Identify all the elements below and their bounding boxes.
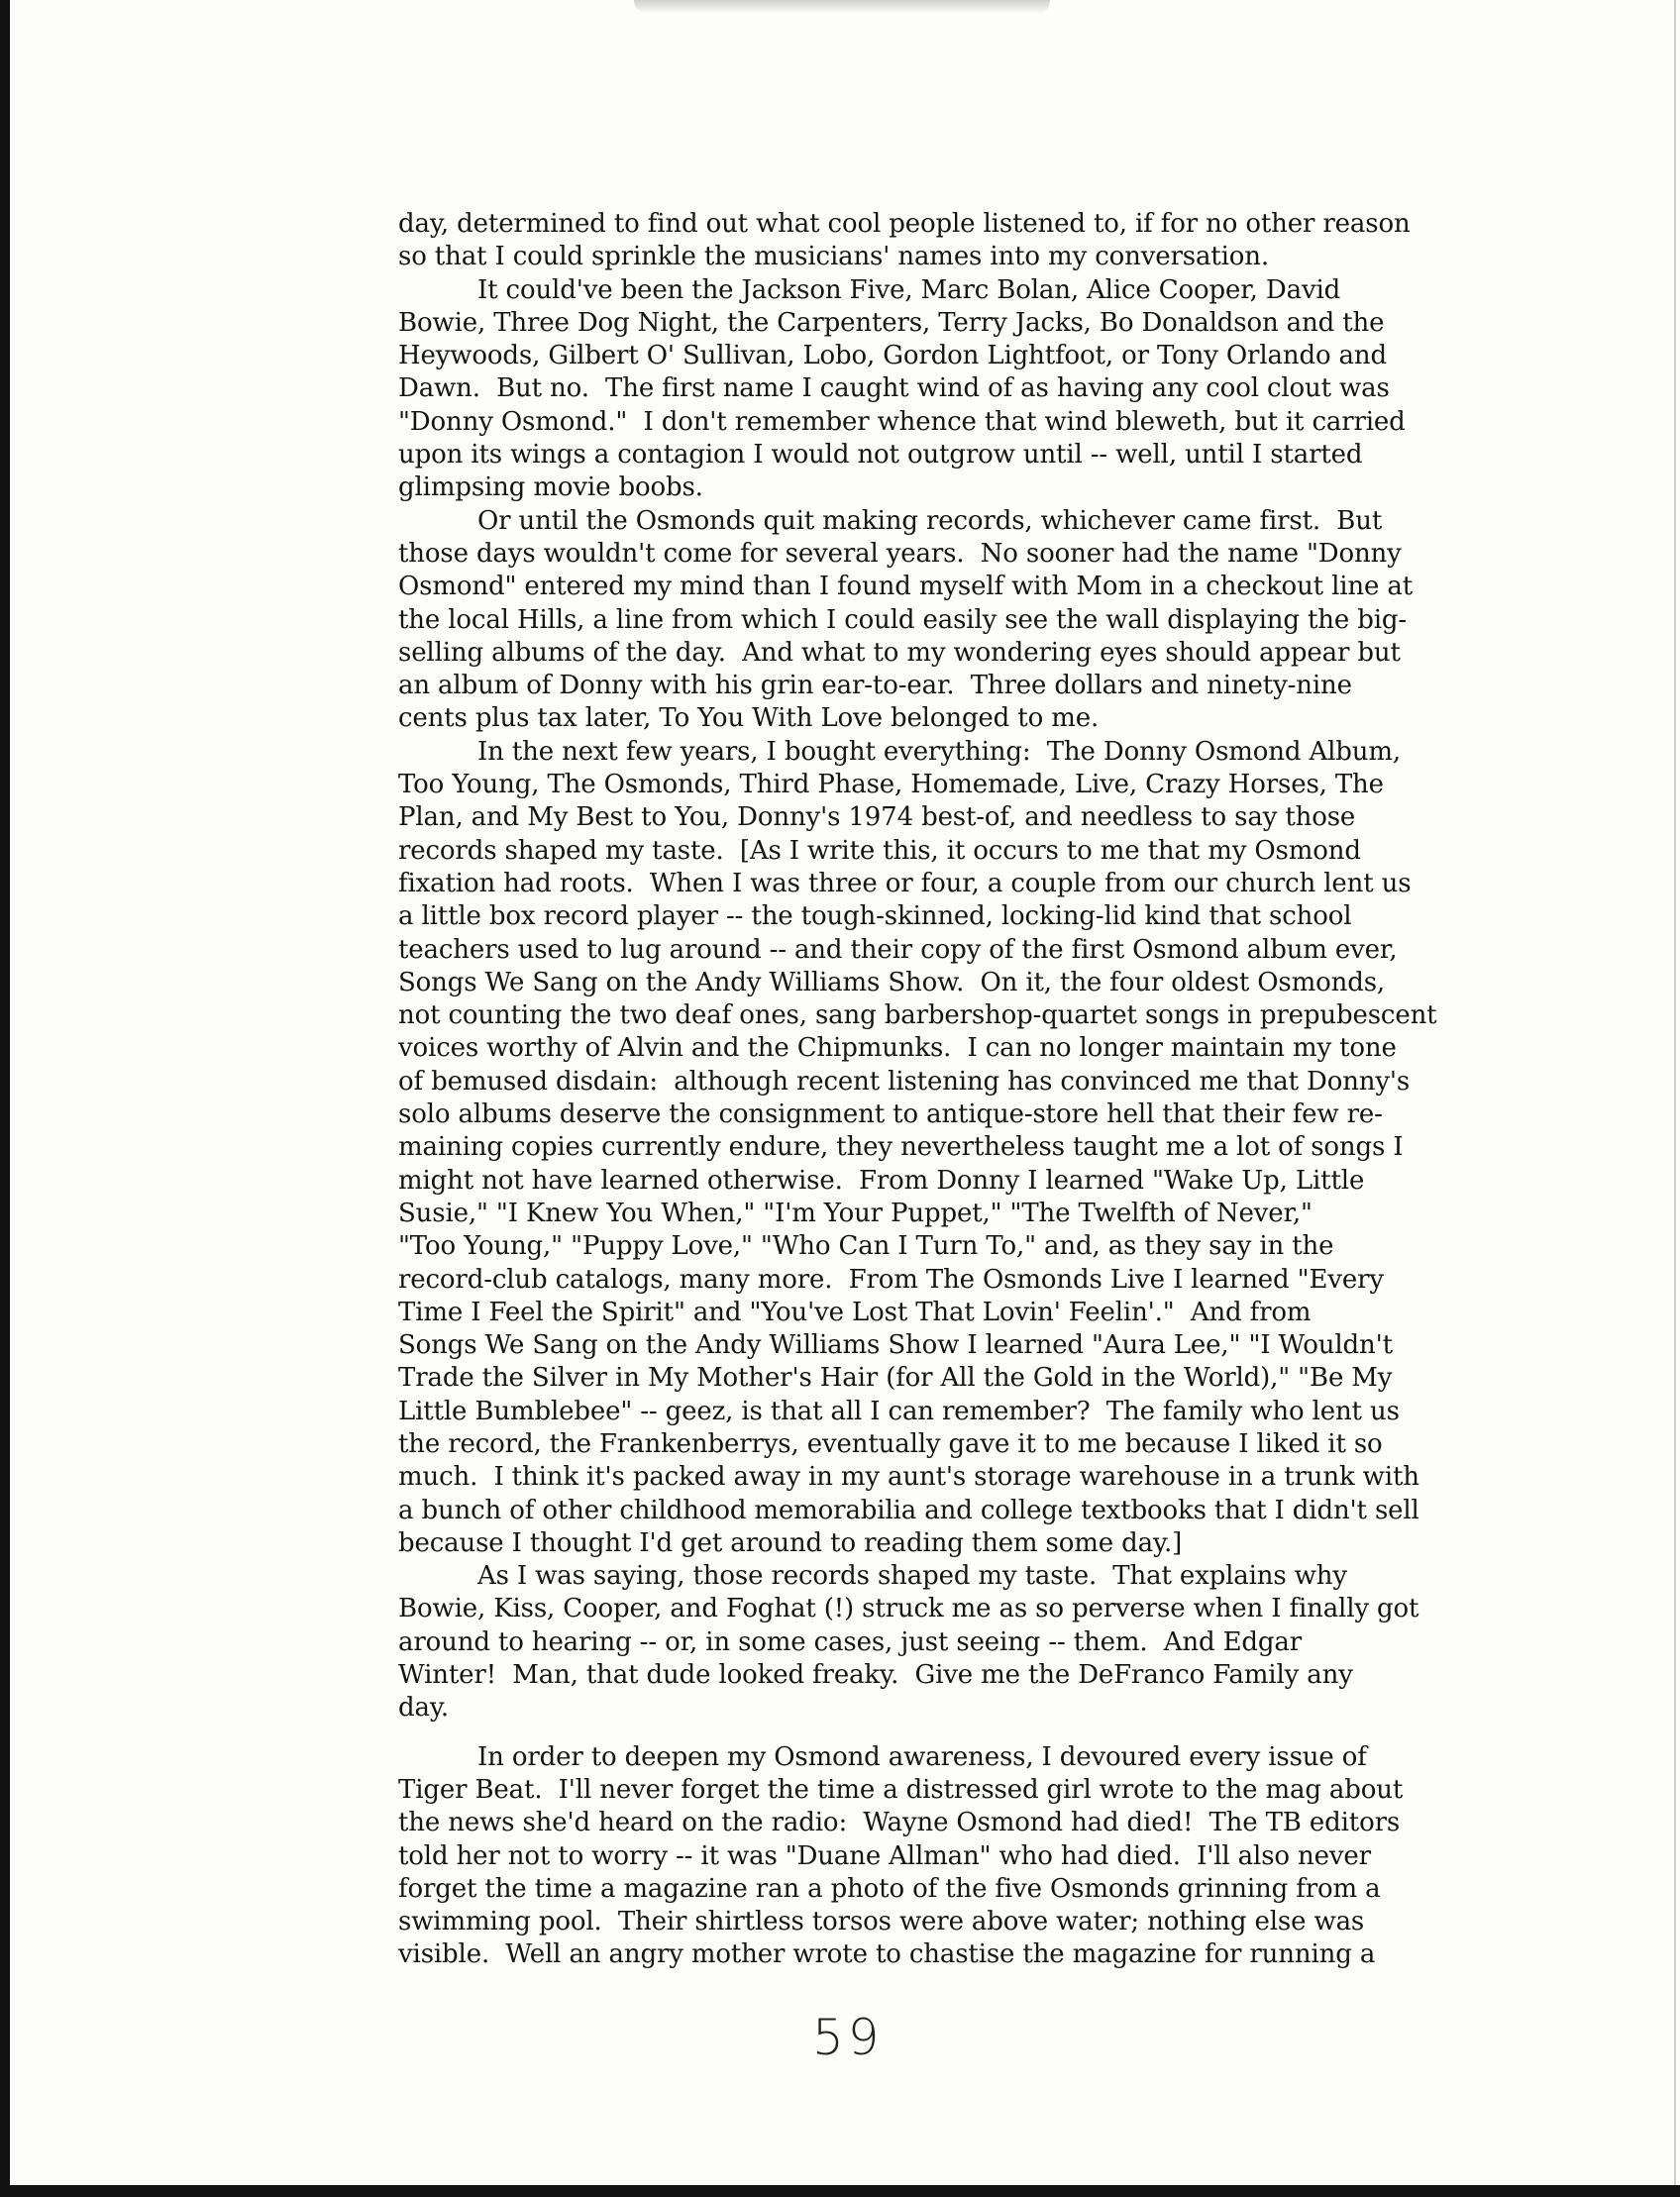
- scan-border-bottom: [0, 2185, 1680, 2197]
- text-line: In order to deepen my Osmond awareness, I devoured every issue of: [477, 1741, 1367, 1772]
- text-line: Too Young, The Osmonds, Third Phase, Homemade, Live, Crazy Horses, The: [398, 770, 1384, 800]
- text-line: Songs We Sang on the Andy Williams Show. On it, the four oldest Osmonds,: [398, 967, 1386, 997]
- text-line: cents plus tax later, To You With Love belonged to me.: [398, 703, 1100, 734]
- text-line: around to hearing -- or, in some cases, just seeing -- them. And Edgar: [398, 1626, 1303, 1657]
- text-line: glimpsing movie boobs.: [398, 472, 703, 503]
- text-line: of bemused disdain: although recent listening has convinced me that Donny's: [398, 1066, 1411, 1097]
- text-line: swimming pool. Their shirtless torsos were above water; nothing else was: [398, 1907, 1365, 1937]
- text-line: Winter! Man, that dude looked freaky. Give me the DeFranco Family any: [398, 1660, 1353, 1691]
- text-line: Dawn. But no. The first name I caught wind of as having any cool clout was: [398, 373, 1390, 404]
- text-line: "Donny Osmond." I don't remember whence that wind bleweth, but it carried: [398, 406, 1406, 437]
- text-line: Bowie, Kiss, Cooper, and Foghat (!) struck me as so perverse when I finally got: [398, 1594, 1419, 1624]
- scan-border-left: [0, 0, 10, 2197]
- text-line: As I was saying, those records shaped my taste. That explains why: [477, 1561, 1347, 1592]
- text-line: voices worthy of Alvin and the Chipmunks. I can no longer maintain my tone: [398, 1033, 1397, 1064]
- text-line: teachers used to lug around -- and their copy of the first Osmond album ever,: [398, 934, 1398, 965]
- text-line: maining copies currently endure, they nevertheless taught me a lot of songs I: [398, 1132, 1404, 1163]
- page-number: 59: [812, 2009, 884, 2066]
- text-line: told her not to worry -- it was "Duane Allman" who had died. I'll also never: [398, 1840, 1371, 1871]
- text-line: Osmond" entered my mind than I found myself with Mom in a checkout line at: [398, 572, 1413, 602]
- text-line: Time I Feel the Spirit" and "You've Lost That Lovin' Feelin'." And from: [398, 1297, 1312, 1327]
- scan-border-right: [1674, 0, 1676, 2197]
- text-line: not counting the two deaf ones, sang barbershop-quartet songs in prepubescent: [398, 1000, 1437, 1031]
- text-line: might not have learned otherwise. From Donny I learned "Wake Up, Little: [398, 1165, 1365, 1196]
- text-line: upon its wings a contagion I would not outgrow until -- well, until I started: [398, 440, 1363, 471]
- text-line: "Too Young," "Puppy Love," "Who Can I Turn To," and, as they say in the: [398, 1231, 1334, 1262]
- text-line: It could've been the Jackson Five, Marc Bolan, Alice Cooper, David: [477, 274, 1341, 305]
- text-line: the local Hills, a line from which I could easily see the wall displaying the big-: [398, 604, 1408, 635]
- text-line: a little box record player -- the tough-skinned, locking-lid kind that school: [398, 901, 1352, 932]
- text-line: an album of Donny with his grin ear-to-ear. Three dollars and ninety-nine: [398, 671, 1352, 701]
- text-line: Heywoods, Gilbert O' Sullivan, Lobo, Gordon Lightfoot, or Tony Orlando and: [398, 341, 1388, 371]
- text-line: selling albums of the day. And what to my wondering eyes should appear but: [398, 637, 1401, 668]
- text-line: Bowie, Three Dog Night, the Carpenters, Terry Jacks, Bo Donaldson and the: [398, 307, 1385, 338]
- text-line: the record, the Frankenberrys, eventually gave it to me because I liked it so: [398, 1428, 1383, 1459]
- text-line: forget the time a magazine ran a photo of the five Osmonds grinning from a: [398, 1873, 1381, 1904]
- text-line: records shaped my taste. [As I write this, it occurs to me that my Osmond: [398, 835, 1361, 866]
- text-line: so that I could sprinkle the musicians' names into my conversation.: [398, 242, 1269, 272]
- text-line: Songs We Sang on the Andy Williams Show I learned "Aura Lee," "I Wouldn't: [398, 1330, 1393, 1361]
- text-line: Or until the Osmonds quit making records, whichever came first. But: [477, 505, 1383, 536]
- body-text: [398, 208, 1448, 1972]
- text-line: Plan, and My Best to You, Donny's 1974 best-of, and needless to say those: [398, 802, 1356, 833]
- text-line: a bunch of other childhood memorabilia and college textbooks that I didn't sell: [398, 1495, 1419, 1525]
- text-line: those days wouldn't come for several years. No sooner had the name "Donny: [398, 538, 1402, 569]
- text-line: day.: [398, 1693, 450, 1724]
- text-line: record-club catalogs, many more. From The Osmonds Live I learned "Every: [398, 1264, 1384, 1295]
- text-line: much. I think it's packed away in my aunt's storage warehouse in a trunk with: [398, 1462, 1419, 1493]
- text-line: day, determined to find out what cool people listened to, if for no other reason: [398, 209, 1411, 239]
- text-line: In the next few years, I bought everything: The Donny Osmond Album,: [477, 736, 1401, 767]
- text-line: Tiger Beat. I'll never forget the time a distressed girl wrote to the mag about: [398, 1774, 1404, 1805]
- scan-smudge-top: [634, 0, 1050, 14]
- text-line: Little Bumblebee" -- geez, is that all I can remember? The family who lent us: [398, 1396, 1400, 1426]
- text-line: solo albums deserve the consignment to antique-store hell that their few re-: [398, 1099, 1383, 1130]
- text-line: Trade the Silver in My Mother's Hair (for All the Gold in the World)," "Be My: [398, 1363, 1393, 1394]
- text-line: the news she'd heard on the radio: Wayne Osmond had died! The TB editors: [398, 1808, 1401, 1838]
- text-line: because I thought I'd get around to reading them some day.]: [398, 1527, 1183, 1558]
- text-line: Susie," "I Knew You When," "I'm Your Puppet," "The Twelfth of Never,": [398, 1198, 1312, 1228]
- text-line: fixation had roots. When I was three or four, a couple from our church lent us: [398, 868, 1412, 898]
- text-line: visible. Well an angry mother wrote to chastise the magazine for running a: [398, 1939, 1376, 1970]
